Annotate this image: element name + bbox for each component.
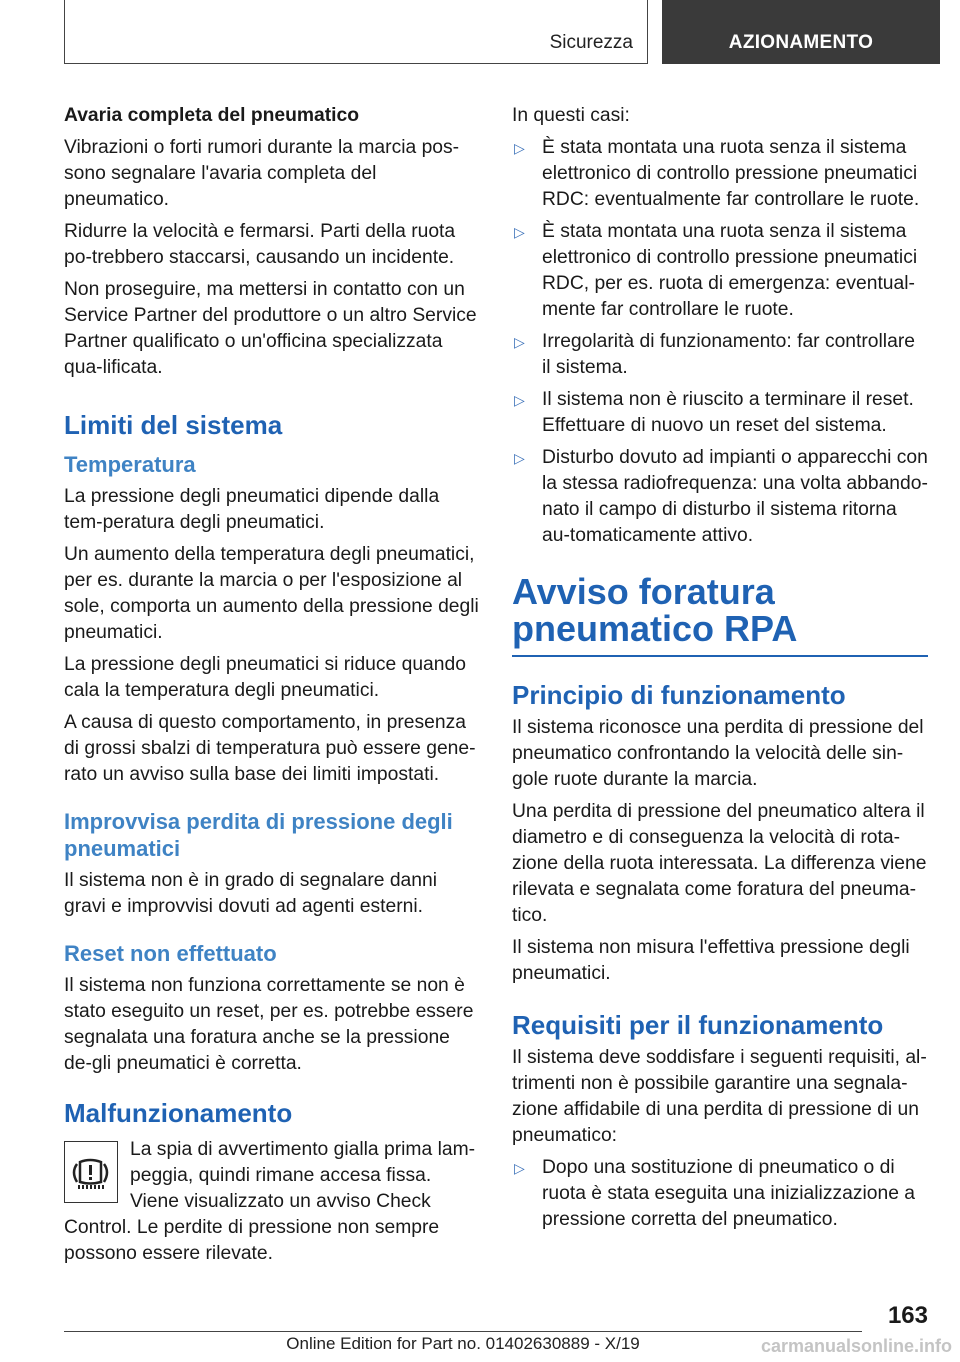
paragraph: Il sistema non funziona correttamente se non è stato eseguito un reset, per es. potrebbe essere segnalata una foratura anche se la pressione de-gli pneumatici è corretta.: [64, 975, 474, 1074]
list-item: ▷ È stata montata una ruota senza il sistema elettronico di controllo pressione pneumatici RDC: eventualmente far controllare le ruote.: [514, 137, 920, 210]
paragraph: Il sistema riconosce una perdita di pressione del pneumatico confrontando la velocità delle sin-gole ruote durante la marcia.: [512, 716, 924, 790]
header-section-title: Sicurezza: [549, 32, 633, 53]
page-number: 163: [887, 1302, 928, 1329]
heading-improvvisa-perdita: Improvvisa perdita di pressione degli pneumatici: [64, 809, 453, 861]
paragraph: Il sistema non è in grado di segnalare danni gravi e improvvisi dovuti ad agenti esterni.: [64, 870, 438, 917]
heading-avviso-foratura-rpa: Avviso foratura pneumatico RPA: [512, 571, 798, 649]
triangle-bullet-icon: ▷: [514, 392, 525, 408]
heading-temperatura: Temperatura: [64, 452, 196, 477]
malfunction-block: [64, 1137, 480, 1267]
tire-pressure-warning-icon: [64, 1141, 118, 1203]
footer-edition-text: Online Edition for Part no. 01402630889 - X/19: [286, 1334, 640, 1353]
paragraph-malfunzionamento: La spia di avvertimento gialla prima lam-peggia, quindi rimane accesa fissa. Viene visualizzato un avviso Check Control. Le perdite di pressione non sempre possono essere rilevate.: [64, 1139, 476, 1264]
triangle-bullet-icon: ▷: [514, 1159, 525, 1176]
cases-list: [512, 135, 928, 549]
header-section-box: [64, 0, 648, 64]
paragraph: Un aumento della temperatura degli pneumatici, per es. durante la marcia o per l'esposizione al sole, comporta un aumento della pressione degli pneumatici.: [64, 544, 479, 643]
list-item: ▷ Disturbo dovuto ad impianti o apparecchi con la stessa radiofrequenza: una volta abbando-nato il campo di disturbo il sistema ritorna au-tomaticamente attivo.: [514, 447, 928, 546]
heading-principio-di-funzionamento: Principio di funzionamento: [512, 679, 846, 710]
watermark: carmanualsonline.info: [760, 1336, 952, 1356]
paragraph: Non proseguire, ma mettersi in contatto con un Service Partner del produttore o un altro Service Partner qualificato o un'officina specializzata qua-lificata.: [64, 279, 477, 378]
triangle-bullet-icon: ▷: [514, 334, 525, 350]
heading-divider: [512, 655, 928, 657]
triangle-bullet-icon: ▷: [514, 224, 525, 240]
heading-limiti-del-sistema: Limiti del sistema: [64, 410, 283, 440]
paragraph: A causa di questo comportamento, in presenza di grossi sbalzi di temperatura può essere gene-rato un avviso sulla base dei limiti impostati.: [64, 712, 476, 785]
paragraph: Il sistema non misura l'effettiva pressione degli pneumatici.: [512, 936, 910, 984]
left-column: [64, 103, 480, 1267]
list-item: ▷ Irregolarità di funzionamento: far controllare il sistema.: [514, 331, 915, 378]
list-item: ▷ Dopo una sostituzione di pneumatico o di ruota è stata eseguita una inizializzazione a pressione corretta del pneumatico.: [514, 1156, 916, 1230]
paragraph: Il sistema deve soddisfare i seguenti requisiti, al-trimenti non è possibile garantire una segnala-zione affidabile di una perdita di pressione di un pneumatico:: [512, 1046, 927, 1146]
paragraph: Ridurre la velocità e fermarsi. Parti della ruota po-trebbero staccarsi, causando un incidente.: [64, 221, 456, 268]
triangle-bullet-icon: ▷: [514, 450, 525, 466]
heading-requisiti-per-il-funzionamento: Requisiti per il funzionamento: [512, 1009, 884, 1040]
header-chapter-title: AZIONAMENTO: [728, 32, 874, 53]
heading-reset-non-effettuato: Reset non effettuato: [64, 941, 277, 966]
footer-divider: [64, 1331, 862, 1332]
requirements-list: [512, 1155, 928, 1233]
paragraph-intro: In questi casi:: [512, 105, 630, 126]
paragraph: Una perdita di pressione del pneumatico altera il diametro e di conseguenza la velocità di rota-zione della ruota interessata. La differenza viene rilevata e segnalata come foratura del pneuma-tico.: [512, 800, 927, 926]
right-column: [512, 103, 928, 1239]
triangle-bullet-icon: ▷: [514, 140, 525, 156]
header-chapter-tab: [662, 0, 940, 64]
paragraph: La pressione degli pneumatici si riduce quando cala la temperatura degli pneumatici.: [64, 654, 466, 701]
paragraph: La pressione degli pneumatici dipende dalla tem-peratura degli pneumatici.: [64, 486, 440, 533]
list-item: ▷ È stata montata una ruota senza il sistema elettronico di controllo pressione pneumatici RDC, per es. ruota di emergenza: eventual-mente far controllare le ruote.: [514, 221, 918, 320]
paragraph: Vibrazioni o forti rumori durante la marcia pos-sono segnalare l'avaria completa del pneumatico.: [64, 137, 460, 210]
subtitle-avaria: Avaria completa del pneumatico: [64, 105, 360, 126]
heading-malfunzionamento: Malfunzionamento: [64, 1098, 293, 1128]
list-item: ▷ Il sistema non è riuscito a terminare il reset. Effettuare di nuovo un reset del sistema.: [514, 389, 914, 436]
